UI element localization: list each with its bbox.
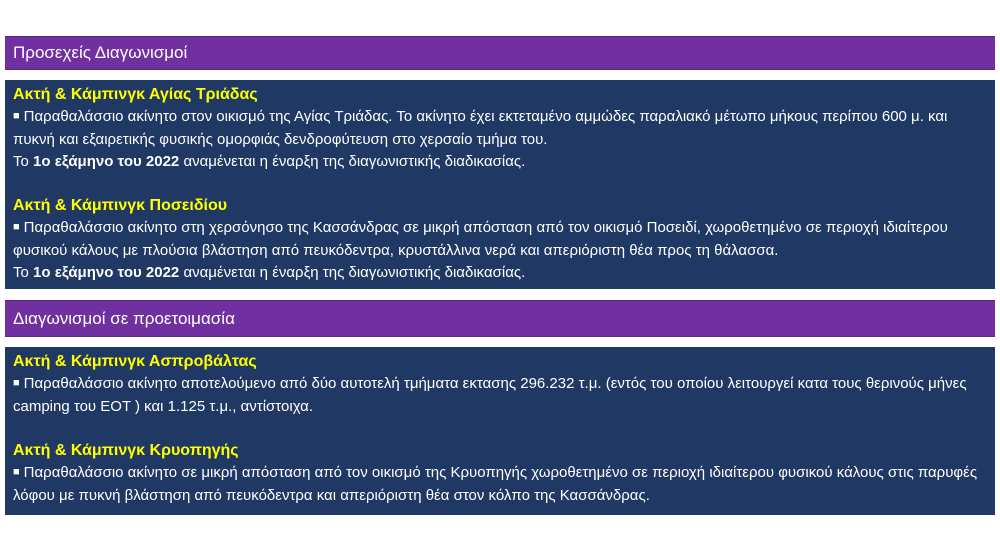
tender-title: Ακτή & Κάμπινγκ Ασπροβάλτας xyxy=(13,353,257,370)
tender-item xyxy=(13,84,987,173)
note-suffix: αναμένεται η έναρξη της διαγωνιστικής διαδικασίας. xyxy=(183,153,526,170)
bullet-icon: ■ xyxy=(13,377,20,389)
tender-description-text: Παραθαλάσσιο ακίνητο αποτελούμενο από δύο αυτοτελή τμήματα εκτασης 296.232 τ.μ. (εντός του οποίου λειτουργεί κατα τους θερινούς μήνες camping του ΕΟΤ ) και 1.125 τ.μ., αντίστοιχα. xyxy=(13,375,967,415)
bullet-icon: ■ xyxy=(13,466,20,478)
section-header-upcoming xyxy=(5,36,995,70)
section-panel-in-preparation xyxy=(5,347,995,515)
tender-item xyxy=(13,195,987,284)
bullet-icon: ■ xyxy=(13,221,20,233)
tender-note xyxy=(13,262,987,284)
tender-description-text: Παραθαλάσσιο ακίνητο στον οικισμό της Αγίας Τριάδας. Το ακίνητο έχει εκτεταμένο αμμώδες παραλιακό μέτωπο μήκους περίπου 600 μ. και πυκνή και εξαιρετικής φυσικής ομορφιάς δενδροφύτευση στο χερσαίο τμήμα του. xyxy=(13,108,948,148)
section-title: Προσεχείς Διαγωνισμοί xyxy=(13,43,188,62)
tender-item xyxy=(13,440,987,507)
tender-note xyxy=(13,151,987,173)
note-period: 1ο εξάμηνο του 2022 xyxy=(33,264,180,281)
section-title: Διαγωνισμοί σε προετοιμασία xyxy=(13,308,235,328)
note-period: 1ο εξάμηνο του 2022 xyxy=(33,153,180,170)
tender-description xyxy=(13,106,987,151)
tender-description-text: Παραθαλάσσιο ακίνητο στη χερσόνησο της Κασσάνδρας σε μικρή απόσταση από τον οικισμό Ποσειδί, χωροθετημένο σε περιοχή ιδιαίτερου φυσικού κάλους με πλούσια βλάστηση από πευκόδεντρα, κρυστάλλινα νερά και απεριόριστη θέα προς τη θάλασσα. xyxy=(13,219,948,259)
tender-title: Ακτή & Κάμπινγκ Ποσειδίου xyxy=(13,197,228,214)
bullet-icon: ■ xyxy=(13,110,20,122)
tender-description-text: Παραθαλάσσιο ακίνητο σε μικρή απόσταση από τον οικισμό της Κρυοπηγής χωροθετημένο σε περιοχή ιδιαίτερου φυσικού κάλους στις παρυφές λόφου με πυκνή βλάστηση από πευκόδεντρα και απεριόριστη θέα στον κόλπο της Κασσάνδρας. xyxy=(13,464,978,504)
note-suffix: αναμένεται η έναρξη της διαγωνιστικής διαδικασίας. xyxy=(183,264,526,281)
section-header-in-preparation xyxy=(5,300,995,337)
tender-description xyxy=(13,462,987,507)
tender-description xyxy=(13,217,987,262)
tender-title: Ακτή & Κάμπινγκ Αγίας Τριάδας xyxy=(13,86,258,103)
note-prefix: Το xyxy=(13,264,29,281)
tender-description xyxy=(13,373,987,418)
tender-title: Ακτή & Κάμπινγκ Κρυοπηγής xyxy=(13,442,239,459)
spacer xyxy=(13,418,987,440)
section-panel-upcoming xyxy=(5,80,995,289)
note-prefix: Το xyxy=(13,153,29,170)
tender-item xyxy=(13,351,987,418)
spacer xyxy=(13,173,987,195)
